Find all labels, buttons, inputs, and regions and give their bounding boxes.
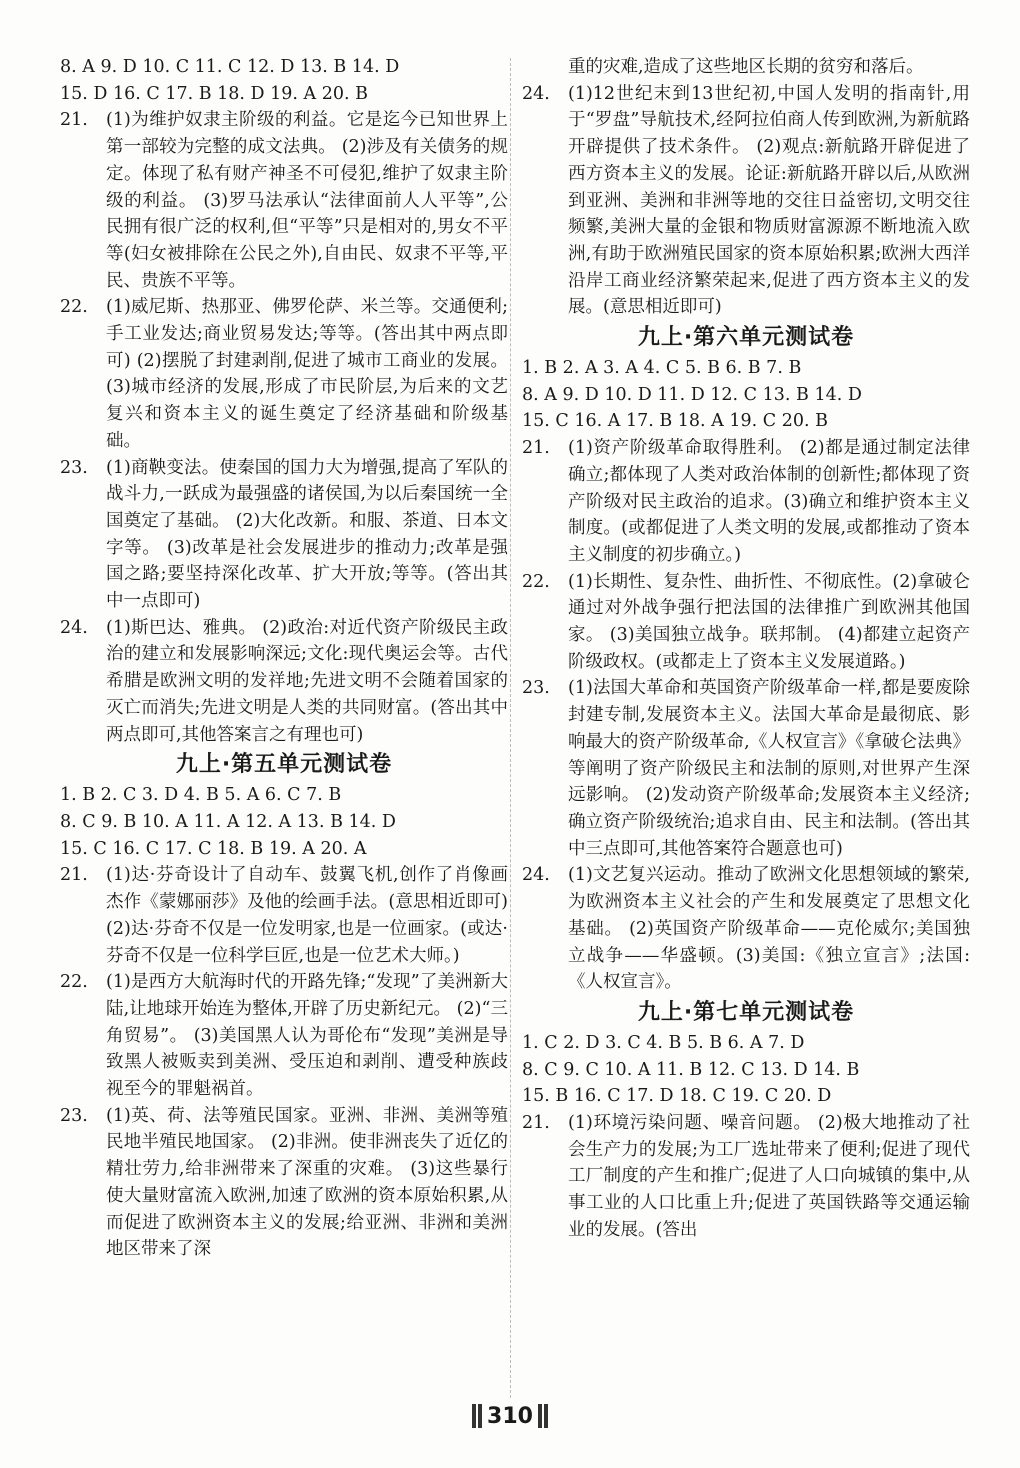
unit6-question-21 [522,435,970,569]
question-number: 22. [60,297,88,318]
question-answer: (1)商鞅变法。使秦国的国力大为增强,提高了军队的战斗力,一跃成为最强盛的诸侯国,为以后秦国统一全国奠定了基础。 (2)大化改新。和服、茶道、日本文字等。 (3)改革是社会发展进步的推动力;改革是强国之路;要坚持深化改革、扩大开放;等等。(答出其中一点即可) [106,457,508,612]
answer-row: 15. B 16. C 17. D 18. C 19. C 20. D [522,1086,832,1107]
answer-row: 8. C 9. B 10. A 11. A 12. A 13. B 14. D [60,811,396,832]
answer-row: 15. C 16. C 17. C 18. B 19. A 20. A [60,838,367,859]
question-answer: (1)威尼斯、热那亚、佛罗伦萨、米兰等。交通便利;手工业发达;商业贸易发达;等等。(答出其中两点即可) (2)摆脱了封建剥削,促进了城市工商业的发展。 (3)城市经济的发展,形成了市民阶层,为后来的文艺复兴和资本主义的诞生奠定了经济基础和阶级基础。 [106,297,508,451]
answer-row: 1. B 2. C 3. D 4. B 5. A 6. C 7. B [60,785,342,806]
answer-row: 8. A 9. D 10. D 11. D 12. C 13. B 14. D [522,384,862,405]
unit6-question-24 [522,862,970,996]
answer-row: 15. D 16. C 17. B 18. D 19. A 20. B [60,83,368,104]
question-answer: (1)为维护奴隶主阶级的利益。它是迄今已知世界上第一部较为完整的成文法典。 (2)涉及有关债务的规定。体现了私有财产神圣不可侵犯,维护了奴隶主阶级的利益。 (3)罗马法承认“法律面前人人平等”,公民拥有很广泛的权利,但“平等”只是相对的,男女不平等(妇女被排除在公民之外),自由民、奴隶不平等,平民、贵族不平等。 [106,110,508,291]
left-column [60,54,508,1263]
question-answer: (1)12世纪末到13世纪初,中国人发明的指南针,用于“罗盘”导航技术,经阿拉伯商人传到欧洲,为新航路开辟提供了技术条件。 (2)观点:新航路开辟促进了西方资本主义的发展。论证:新航路开辟以后,从欧洲到亚洲、美洲和非洲等地的交往日益密切,文明交往频繁,美洲大量的金银和物质财富源源不断地流入欧洲,有助于欧洲殖民国家的资本原始积累;欧洲大西洋沿岸工商业经济繁荣起来,促进了西方资本主义的发展。(意思相近即可) [568,83,970,318]
question-23 [60,455,508,615]
question-number: 21. [60,110,88,131]
unit6-question-22 [522,569,970,676]
question-number: 23. [60,457,88,478]
question-answer: (1)英、荷、法等殖民国家。亚洲、非洲、美洲等殖民地半殖民地国家。 (2)非洲。使非洲丧失了近亿的精壮劳力,给非洲带来了深重的灾难。 (3)这些暴行使大量财富流入欧洲,加速了欧洲的资本原始积累,从而促进了欧洲资本主义的发展;给亚洲、非洲和美洲地区带来了深 [106,1105,508,1260]
right-column [522,54,970,1244]
question-24 [60,615,508,749]
question-answer: (1)斯巴达、雅典。 (2)政治:对近代资产阶级民主政治的建立和发展影响深远;文化:现代奥运会等。古代希腊是欧洲文明的发祥地;先进文明不会随着国家的灭亡而消失;先进文明是人类的共同财富。(答出其中两点即可,其他答案言之有理也可) [106,617,508,745]
answer-row: 1. B 2. A 3. A 4. C 5. B 6. B 7. B [522,358,802,379]
question-number: 22. [60,972,88,993]
question-answer: (1)环境污染问题、噪音问题。 (2)极大地推动了社会生产力的发展;为工厂选址带来了便利;促进了现代工厂制度的产生和推广;促进了人口向城镇的集中,从事工业的人口比重上升;促进了英国铁路等交通运输业的发展。(答出 [568,1113,970,1240]
question-answer: (1)达·芬奇设计了自动车、鼓翼飞机,创作了肖像画杰作《蒙娜丽莎》及他的绘画手法。(意思相近即可) (2)达·芬奇不仅是一位发明家,也是一位画家。(或达·芬奇不仅是一位科学巨匠,也是一位艺术大师。) [106,865,508,966]
section-title-unit7: 九上·第七单元测试卷 [637,999,855,1025]
unit5-question-21 [60,862,508,969]
answer-row: 1. C 2. D 3. C 4. B 5. B 6. A 7. D [522,1032,805,1053]
question-21 [60,107,508,294]
question-number: 22. [522,571,550,592]
page-number-text: 310 [487,1403,533,1429]
question-number: 24. [522,865,550,886]
section-title-unit5: 九上·第五单元测试卷 [175,752,393,778]
answer-row: 8. C 9. C 10. A 11. B 12. C 13. D 14. B [522,1059,860,1080]
section-title-unit6: 九上·第六单元测试卷 [637,325,855,351]
unit7-question-21 [522,1110,970,1244]
page-number-bar [472,1404,476,1428]
question-number: 21. [522,438,550,459]
continued-text: 重的灾难,造成了这些地区长期的贫穷和落后。 [568,57,924,77]
unit5-question-23 [60,1103,508,1263]
page-number [455,1400,565,1432]
unit5-question-22 [60,969,508,1103]
question-number: 24. [60,617,88,638]
question-answer: (1)法国大革命和英国资产阶级革命一样,都是要废除封建专制,发展资本主义。法国大革命是最彻底、影响最大的资产阶级革命,《人权宣言》《拿破仑法典》等阐明了资产阶级民主和法制的原则,对世界产生深远影响。 (2)发动资产阶级革命;发展资本主义经济;确立资产阶级统治;追求自由、民主和法制。(答出其中三点即可,其他答案符合题意也可) [568,678,970,859]
question-answer: (1)资产阶级革命取得胜利。 (2)都是通过制定法律确立;都体现了人类对政治体制的创新性;都体现了资产阶级对民主政治的追求。(3)确立和维护资本主义制度。(或都促进了人类文明的发展,或都推动了资本主义制度的初步确立。) [568,438,970,565]
page-number-bar [538,1404,542,1428]
question-answer: (1)长期性、复杂性、曲折性、不彻底性。(2)拿破仑通过对外战争强行把法国的法律推广到欧洲其他国家。 (3)美国独立战争。联邦制。 (4)都建立起资产阶级政权。(或都走上了资本主义发展道路。) [568,571,970,672]
question-number: 21. [522,1113,550,1134]
question-24 [522,81,970,321]
unit6-question-23 [522,675,970,862]
answer-row: 8. A 9. D 10. C 11. C 12. D 13. B 14. D [60,57,400,77]
question-number: 23. [60,1105,88,1126]
question-number: 21. [60,865,88,886]
question-number: 23. [522,678,550,699]
page-number-bar [478,1404,482,1428]
question-answer: (1)文艺复兴运动。推动了欧洲文化思想领域的繁荣,为欧洲资本主义社会的产生和发展奠定了思想文化基础。 (2)英国资产阶级革命——克伦威尔;美国独立战争——华盛顿。(3)美国:《独立宣言》;法国:《人权宣言》。 [568,865,970,993]
page-number-bar [544,1404,548,1428]
question-answer: (1)是西方大航海时代的开路先锋;“发现”了美洲新大陆,让地球开始连为整体,开辟了历史新纪元。 (2)“三角贸易”。 (3)美国黑人认为哥伦布“发现”美洲是导致黑人被贩卖到美洲、受压迫和剥削、遭受种族歧视至今的罪魁祸首。 [106,972,508,1100]
answer-row: 15. C 16. A 17. B 18. A 19. C 20. B [522,411,828,432]
question-number: 24. [522,83,550,104]
question-22 [60,294,508,454]
column-divider [510,58,511,1398]
